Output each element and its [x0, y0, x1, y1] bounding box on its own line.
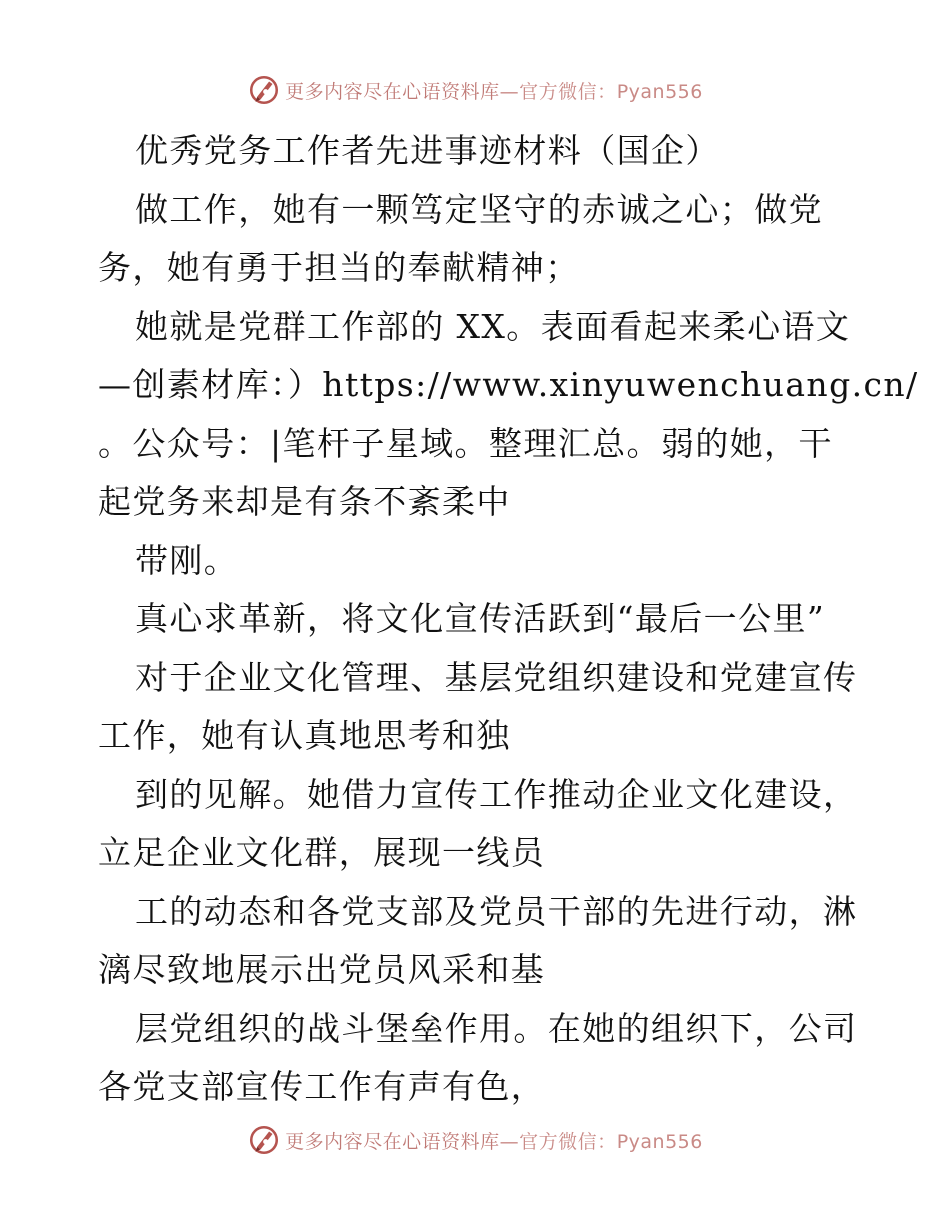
document-title: 优秀党务工作者先进事迹材料（国企）: [135, 131, 720, 170]
watermark-wechat-id: Pyan556: [616, 1130, 703, 1153]
watermark-brand: 更多内容尽在心语资料库: [285, 1130, 500, 1153]
paragraph-line: 层党组织的战斗堡垒作用。在她的组织下，公司: [135, 1008, 858, 1048]
paragraph-line: 立足企业文化群，展现一线员: [98, 833, 546, 872]
paragraph-line: 带刚。: [135, 540, 239, 580]
pen-logo-icon: [247, 1123, 281, 1157]
watermark-separator: —: [499, 80, 520, 103]
paragraph-line: —创素材库：）https://www.xinyuwenchuang.cn/: [98, 365, 919, 404]
paragraph-line: 务，她有勇于担当的奉献精神；: [98, 248, 580, 287]
watermark-wechat-id: Pyan556: [616, 80, 703, 103]
paragraph-line: 。公众号：|笔杆子星域。整理汇总。弱的她，干: [98, 423, 833, 463]
watermark-separator: —: [499, 1130, 520, 1153]
pen-logo-icon: [247, 73, 281, 107]
watermark-wechat-label: 官方微信：: [519, 80, 617, 103]
paragraph-line: 做工作，她有一颗笃定坚守的赤诚之心；做党: [135, 189, 823, 229]
watermark-text: [285, 77, 703, 104]
paragraph-line: 各党支部宣传工作有声有色，: [98, 1067, 546, 1106]
header-watermark: [0, 70, 950, 110]
watermark-text: [285, 1127, 703, 1154]
paragraph-line: 工作，她有认真地思考和独: [98, 716, 511, 755]
document-body: [98, 122, 919, 1117]
paragraph-line: 到的见解。她借力宣传工作推动企业文化建设，: [135, 774, 858, 814]
paragraph-line: 工的动态和各党支部及党员干部的先进行动，淋: [135, 891, 858, 931]
paragraph-line: 对于企业文化管理、基层党组织建设和党建宣传: [135, 657, 858, 697]
section-heading: 真心求革新，将文化宣传活跃到“最后一公里”: [135, 599, 826, 638]
paragraph-line: 她就是党群工作部的 XX。表面看起来柔心语文: [135, 306, 851, 346]
paragraph-line: 漓尽致地展示出党员风采和基: [98, 950, 546, 989]
watermark-wechat-label: 官方微信：: [519, 1130, 617, 1153]
paragraph-line: 起党务来却是有条不紊柔中: [98, 482, 511, 521]
watermark-brand: 更多内容尽在心语资料库: [285, 80, 500, 103]
footer-watermark: [0, 1120, 950, 1160]
